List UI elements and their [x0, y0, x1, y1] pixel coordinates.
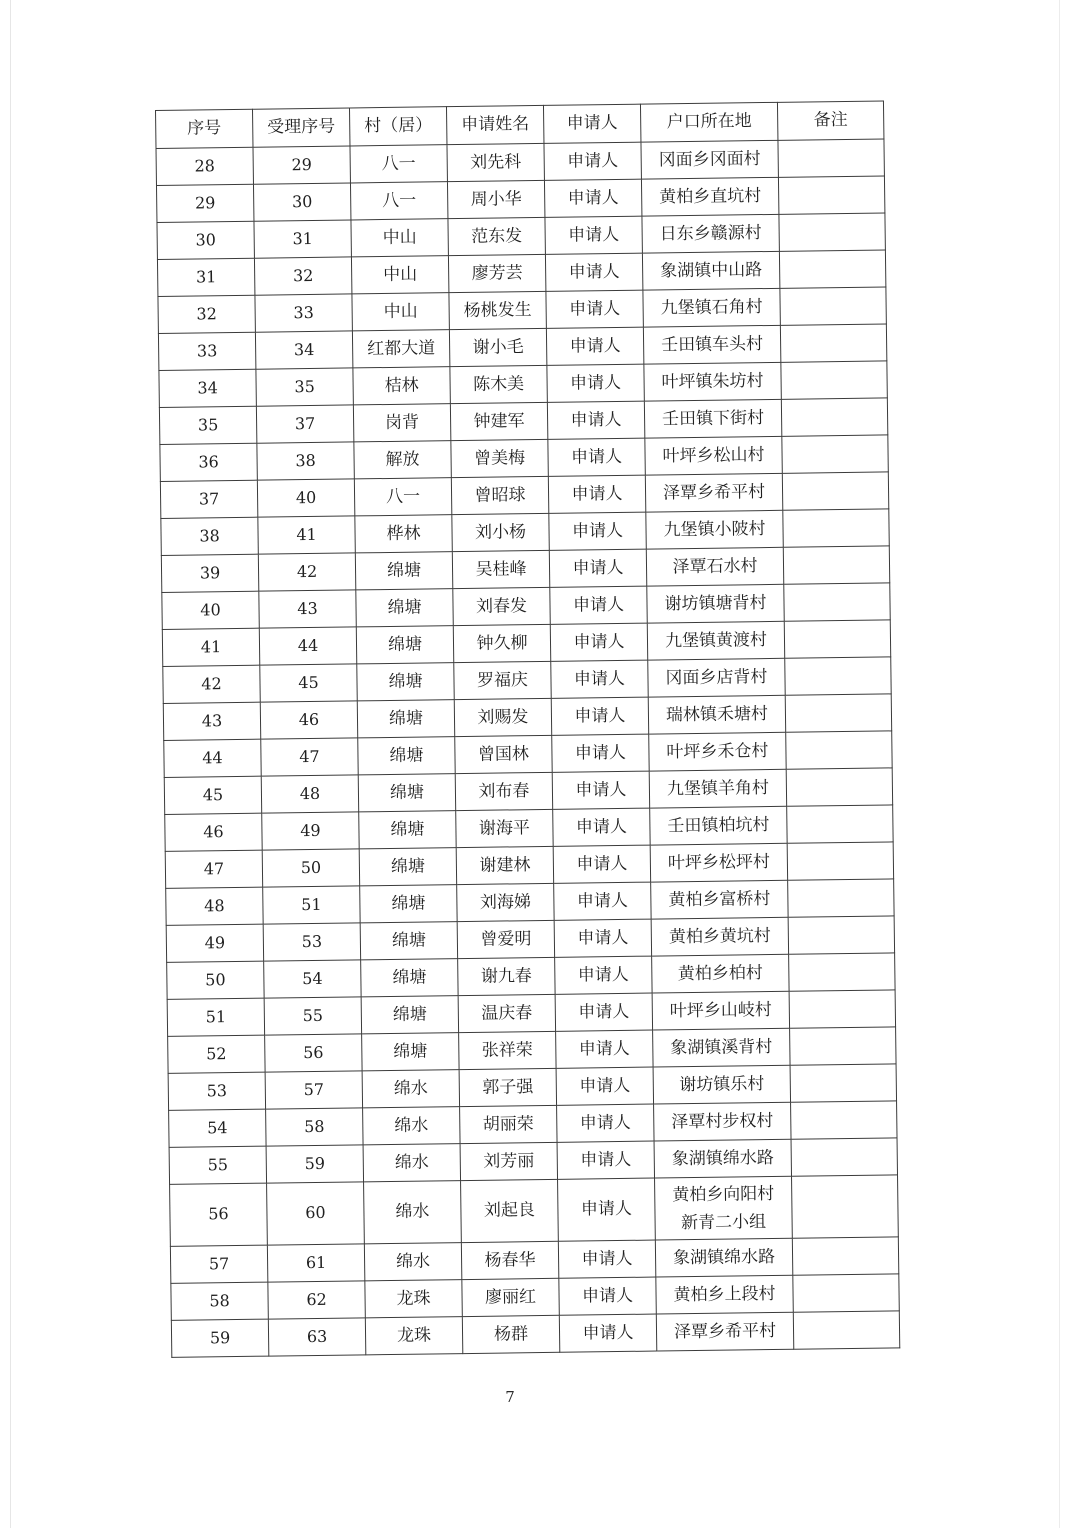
- cell-village: 绵水: [364, 1243, 461, 1281]
- address-line-1: 黄柏乡向阳村: [672, 1183, 775, 1205]
- cell-applicant-name: 罗福庆: [454, 661, 551, 699]
- cell-applicant-role: 申请人: [552, 771, 649, 809]
- cell-seq: 28: [156, 147, 253, 185]
- cell-village: 中山: [351, 219, 448, 257]
- cell-remarks: [791, 1138, 897, 1176]
- cell-household-address: 壬田镇柏坑村: [650, 806, 787, 845]
- cell-accept-seq: 45: [260, 664, 357, 702]
- cell-applicant-role: 申请人: [555, 956, 652, 994]
- cell-remarks: [778, 176, 884, 214]
- cell-applicant-role: 申请人: [550, 623, 647, 661]
- cell-accept-seq: 35: [256, 368, 353, 406]
- cell-remarks: [793, 1274, 899, 1312]
- cell-accept-seq: 58: [266, 1108, 363, 1146]
- cell-remarks: [782, 472, 888, 510]
- cell-remarks: [778, 139, 884, 177]
- cell-applicant-role: 申请人: [547, 401, 644, 439]
- cell-remarks: [780, 324, 886, 362]
- cell-applicant-name: 杨群: [462, 1315, 559, 1353]
- cell-applicant-role: 申请人: [545, 216, 642, 254]
- cell-village: 桔林: [353, 367, 450, 405]
- cell-applicant-name: 张祥荣: [459, 1031, 556, 1069]
- cell-remarks: [787, 805, 893, 843]
- cell-remarks: [788, 879, 894, 917]
- cell-remarks: [784, 620, 890, 658]
- cell-village: 绵塘: [359, 811, 456, 849]
- cell-accept-seq: 56: [265, 1034, 362, 1072]
- cell-household-address: 壬田镇车头村: [643, 325, 780, 364]
- cell-accept-seq: 54: [264, 960, 361, 998]
- cell-applicant-name: 曾爱明: [457, 920, 554, 958]
- cell-remarks: [789, 990, 895, 1028]
- cell-village: 绵塘: [362, 1033, 459, 1071]
- cell-applicant-role: 申请人: [548, 438, 645, 476]
- cell-seq: 30: [157, 221, 254, 259]
- cell-applicant-name: 谢建林: [456, 846, 553, 884]
- cell-remarks: [785, 694, 891, 732]
- cell-seq: 52: [168, 1035, 265, 1073]
- cell-seq: 46: [165, 813, 262, 851]
- cell-applicant-name: 郭子强: [459, 1068, 556, 1106]
- cell-accept-seq: 53: [263, 923, 360, 961]
- cell-accept-seq: 61: [267, 1244, 364, 1282]
- cell-household-address: 象湖镇绵水路: [654, 1139, 791, 1178]
- cell-accept-seq: 30: [253, 183, 350, 221]
- cell-seq: 34: [159, 369, 256, 407]
- scan-edge-left: [10, 0, 11, 1528]
- scan-edge-right: [1059, 0, 1060, 1528]
- cell-accept-seq: 51: [263, 886, 360, 924]
- cell-applicant-role: 申请人: [556, 1030, 653, 1068]
- cell-applicant-name: 刘先科: [447, 143, 544, 181]
- cell-remarks: [785, 657, 891, 695]
- cell-accept-seq: 50: [262, 849, 359, 887]
- cell-applicant-role: 申请人: [556, 1067, 653, 1105]
- cell-applicant-role: 申请人: [553, 808, 650, 846]
- cell-accept-seq: 29: [253, 146, 350, 184]
- cell-applicant-role: 申请人: [554, 919, 651, 957]
- cell-household-address: 黄柏乡上段村: [656, 1275, 793, 1314]
- cell-household-address: 谢坊镇塘背村: [647, 584, 784, 623]
- cell-applicant-role: 申请人: [549, 512, 646, 550]
- cell-village: 绵塘: [361, 996, 458, 1034]
- cell-remarks: [780, 287, 886, 325]
- cell-remarks: [790, 1064, 896, 1102]
- cell-seq: 39: [161, 554, 258, 592]
- cell-applicant-role: 申请人: [544, 142, 641, 180]
- cell-seq: 57: [170, 1245, 267, 1283]
- cell-applicant-role: 申请人: [551, 660, 648, 698]
- cell-village: 绵塘: [356, 589, 453, 627]
- cell-accept-seq: 37: [256, 405, 353, 443]
- cell-household-address: 叶坪乡松山村: [645, 436, 782, 475]
- header-village: 村（居）: [349, 107, 446, 146]
- cell-village: 中山: [351, 256, 448, 294]
- cell-applicant-role: 申请人: [553, 845, 650, 883]
- header-household-address: 户口所在地: [640, 102, 777, 142]
- cell-seq: 33: [158, 332, 255, 370]
- cell-seq: 59: [171, 1319, 268, 1357]
- cell-seq: 40: [162, 591, 259, 629]
- address-line-2: 新青二小组: [680, 1211, 767, 1233]
- cell-seq: 43: [163, 702, 260, 740]
- cell-remarks: [791, 1101, 897, 1139]
- cell-household-address: 叶坪乡山岐村: [652, 991, 789, 1030]
- cell-seq: 55: [169, 1146, 266, 1184]
- cell-applicant-role: 申请人: [545, 253, 642, 291]
- cell-seq: 44: [164, 739, 261, 777]
- cell-applicant-name: 曾国林: [455, 735, 552, 773]
- cell-village: 八一: [354, 478, 451, 516]
- cell-household-address: 日东乡赣源村: [642, 214, 779, 253]
- cell-applicant-name: 刘小杨: [452, 513, 549, 551]
- cell-remarks: [792, 1237, 898, 1275]
- cell-applicant-name: 刘海娣: [457, 883, 554, 921]
- cell-applicant-role: 申请人: [555, 993, 652, 1031]
- cell-seq: 51: [167, 998, 264, 1036]
- cell-household-address: 黄柏乡柏村: [652, 954, 789, 993]
- cell-village: 绵塘: [355, 552, 452, 590]
- cell-applicant-role: 申请人: [559, 1314, 656, 1352]
- cell-applicant-role: 申请人: [558, 1240, 655, 1278]
- header-accept-seq: 受理序号: [252, 108, 349, 147]
- cell-household-address: 叶坪乡松坪村: [650, 843, 787, 882]
- cell-accept-seq: 60: [267, 1182, 365, 1245]
- cell-remarks: [787, 842, 893, 880]
- cell-accept-seq: 59: [266, 1145, 363, 1183]
- cell-accept-seq: 40: [257, 479, 354, 517]
- cell-seq: 32: [158, 295, 255, 333]
- cell-applicant-role: 申请人: [557, 1141, 654, 1179]
- cell-accept-seq: 57: [265, 1071, 362, 1109]
- cell-village: 绵水: [364, 1181, 462, 1244]
- cell-applicant-name: 杨春华: [461, 1241, 558, 1279]
- cell-seq: 48: [166, 887, 263, 925]
- cell-village: 桦林: [355, 515, 452, 553]
- cell-accept-seq: 48: [261, 775, 358, 813]
- cell-applicant-name: 刘赐发: [454, 698, 551, 736]
- cell-accept-seq: 43: [259, 590, 356, 628]
- cell-remarks: [782, 435, 888, 473]
- cell-applicant-name: 吴桂峰: [452, 550, 549, 588]
- cell-village: 绵塘: [361, 959, 458, 997]
- cell-remarks: [781, 398, 887, 436]
- cell-seq: 56: [170, 1183, 268, 1246]
- cell-household-address: 象湖镇绵水路: [655, 1238, 792, 1277]
- cell-household-address: 九堡镇小陂村: [646, 510, 783, 549]
- cell-remarks: [784, 583, 890, 621]
- cell-accept-seq: 44: [259, 627, 356, 665]
- cell-remarks: [789, 953, 895, 991]
- cell-seq: 54: [169, 1109, 266, 1147]
- cell-remarks: [786, 768, 892, 806]
- cell-seq: 36: [160, 443, 257, 481]
- header-applicant-name: 申请姓名: [446, 105, 543, 144]
- cell-applicant-name: 温庆春: [458, 994, 555, 1032]
- cell-village: 八一: [350, 145, 447, 183]
- cell-household-address: 黄柏乡直坑村: [641, 177, 778, 216]
- cell-accept-seq: 49: [262, 812, 359, 850]
- cell-household-address: 冈面乡冈面村: [641, 140, 778, 179]
- cell-seq: 35: [159, 406, 256, 444]
- cell-village: 龙珠: [365, 1280, 462, 1318]
- cell-seq: 50: [167, 961, 264, 999]
- cell-seq: 38: [161, 517, 258, 555]
- cell-seq: 47: [165, 850, 262, 888]
- cell-accept-seq: 41: [258, 516, 355, 554]
- cell-applicant-name: 曾昭球: [451, 476, 548, 514]
- cell-village: 解放: [354, 441, 451, 479]
- cell-remarks: [788, 916, 894, 954]
- cell-accept-seq: 47: [261, 738, 358, 776]
- cell-seq: 41: [162, 628, 259, 666]
- cell-applicant-role: 申请人: [544, 179, 641, 217]
- cell-applicant-name: 廖芳芸: [448, 254, 545, 292]
- cell-seq: 29: [156, 184, 253, 222]
- cell-accept-seq: 63: [268, 1318, 365, 1356]
- applicant-table-container: [155, 100, 899, 1357]
- cell-seq: 49: [166, 924, 263, 962]
- cell-household-address: 瑞林镇禾塘村: [648, 695, 785, 734]
- cell-accept-seq: 38: [257, 442, 354, 480]
- cell-applicant-role: 申请人: [548, 475, 645, 513]
- cell-village: 绵水: [363, 1144, 460, 1182]
- cell-village: 绵水: [363, 1107, 460, 1145]
- cell-remarks: [779, 250, 885, 288]
- cell-village: 中山: [352, 293, 449, 331]
- cell-remarks: [783, 509, 889, 547]
- cell-village: 绵塘: [356, 626, 453, 664]
- cell-accept-seq: 31: [254, 220, 351, 258]
- cell-household-address: 象湖镇溪背村: [653, 1028, 790, 1067]
- cell-village: 绵塘: [357, 700, 454, 738]
- cell-applicant-name: 周小华: [447, 180, 544, 218]
- cell-household-address: 叶坪乡禾仓村: [649, 732, 786, 771]
- cell-applicant-role: 申请人: [546, 327, 643, 365]
- header-applicant-role: 申请人: [543, 104, 640, 143]
- cell-seq: 53: [168, 1072, 265, 1110]
- cell-village: 绵塘: [358, 774, 455, 812]
- cell-accept-seq: 55: [264, 997, 361, 1035]
- cell-applicant-role: 申请人: [547, 364, 644, 402]
- cell-seq: 58: [171, 1282, 268, 1320]
- cell-applicant-name: 钟久柳: [453, 624, 550, 662]
- cell-household-address: 黄柏乡富桥村: [651, 880, 788, 919]
- cell-applicant-name: 范东发: [448, 217, 545, 255]
- cell-village: 绵塘: [360, 922, 457, 960]
- cell-remarks: [792, 1175, 899, 1238]
- cell-applicant-name: 刘春发: [453, 587, 550, 625]
- cell-village: 龙珠: [365, 1317, 462, 1355]
- cell-village: 绵塘: [359, 848, 456, 886]
- cell-seq: 45: [164, 776, 261, 814]
- cell-household-address: 九堡镇黄渡村: [647, 621, 784, 660]
- cell-applicant-name: 刘布春: [455, 772, 552, 810]
- cell-applicant-name: 陈木美: [450, 365, 547, 403]
- cell-applicant-name: 谢九春: [458, 957, 555, 995]
- cell-household-address: 象湖镇中山路: [642, 251, 779, 290]
- cell-village: 绵水: [362, 1070, 459, 1108]
- cell-applicant-role: 申请人: [557, 1104, 654, 1142]
- cell-applicant-role: 申请人: [546, 290, 643, 328]
- cell-applicant-name: 谢海平: [456, 809, 553, 847]
- cell-household-address: 壬田镇下街村: [644, 399, 781, 438]
- page-number: 7: [505, 1388, 515, 1406]
- cell-household-address: 叶坪镇朱坊村: [644, 362, 781, 401]
- cell-household-address: 九堡镇石角村: [643, 288, 780, 327]
- header-seq: 序号: [156, 109, 253, 148]
- cell-applicant-role: 申请人: [551, 697, 648, 735]
- cell-village: 红都大道: [352, 330, 449, 368]
- cell-household-address: 泽覃乡希平村: [656, 1312, 793, 1351]
- cell-accept-seq: 32: [254, 257, 351, 295]
- cell-seq: 42: [163, 665, 260, 703]
- cell-applicant-role: 申请人: [559, 1277, 656, 1315]
- cell-remarks: [781, 361, 887, 399]
- cell-applicant-role: 申请人: [550, 586, 647, 624]
- cell-village: 八一: [350, 182, 447, 220]
- cell-accept-seq: 46: [260, 701, 357, 739]
- cell-applicant-name: 胡丽荣: [460, 1105, 557, 1143]
- cell-household-address: 谢坊镇乐村: [653, 1065, 790, 1104]
- cell-remarks: [779, 213, 885, 251]
- cell-applicant-name: 刘芳丽: [460, 1142, 557, 1180]
- cell-applicant-name: 曾美梅: [451, 439, 548, 477]
- cell-applicant-role: 申请人: [558, 1178, 656, 1241]
- cell-household-address: 冈面乡店背村: [648, 658, 785, 697]
- cell-village: 岗背: [353, 404, 450, 442]
- cell-applicant-role: 申请人: [554, 882, 651, 920]
- table-body: [156, 139, 900, 1357]
- cell-village: 绵塘: [357, 663, 454, 701]
- cell-village: 绵塘: [358, 737, 455, 775]
- cell-applicant-name: 钟建军: [450, 402, 547, 440]
- cell-seq: 37: [160, 480, 257, 518]
- applicant-table: [155, 100, 900, 1357]
- cell-household-address: 泽覃乡希平村: [645, 473, 782, 512]
- cell-accept-seq: 62: [268, 1281, 365, 1319]
- cell-accept-seq: 42: [258, 553, 355, 591]
- cell-remarks: [790, 1027, 896, 1065]
- cell-applicant-role: 申请人: [552, 734, 649, 772]
- table-row: [170, 1175, 899, 1247]
- cell-remarks: [786, 731, 892, 769]
- cell-household-address: [655, 1176, 793, 1240]
- header-remarks: 备注: [777, 101, 883, 140]
- cell-household-address: 九堡镇羊角村: [649, 769, 786, 808]
- cell-remarks: [783, 546, 889, 584]
- cell-applicant-name: 杨桃发生: [449, 291, 546, 329]
- cell-applicant-name: 刘起良: [461, 1179, 559, 1242]
- cell-applicant-role: 申请人: [549, 549, 646, 587]
- cell-household-address: 泽覃村步权村: [654, 1102, 791, 1141]
- cell-applicant-name: 廖丽红: [462, 1278, 559, 1316]
- cell-remarks: [793, 1311, 899, 1349]
- cell-accept-seq: 33: [255, 294, 352, 332]
- cell-household-address: 泽覃石水村: [646, 547, 783, 586]
- cell-village: 绵塘: [360, 885, 457, 923]
- cell-household-address: 黄柏乡黄坑村: [651, 917, 788, 956]
- cell-applicant-name: 谢小毛: [449, 328, 546, 366]
- cell-accept-seq: 34: [255, 331, 352, 369]
- cell-seq: 31: [157, 258, 254, 296]
